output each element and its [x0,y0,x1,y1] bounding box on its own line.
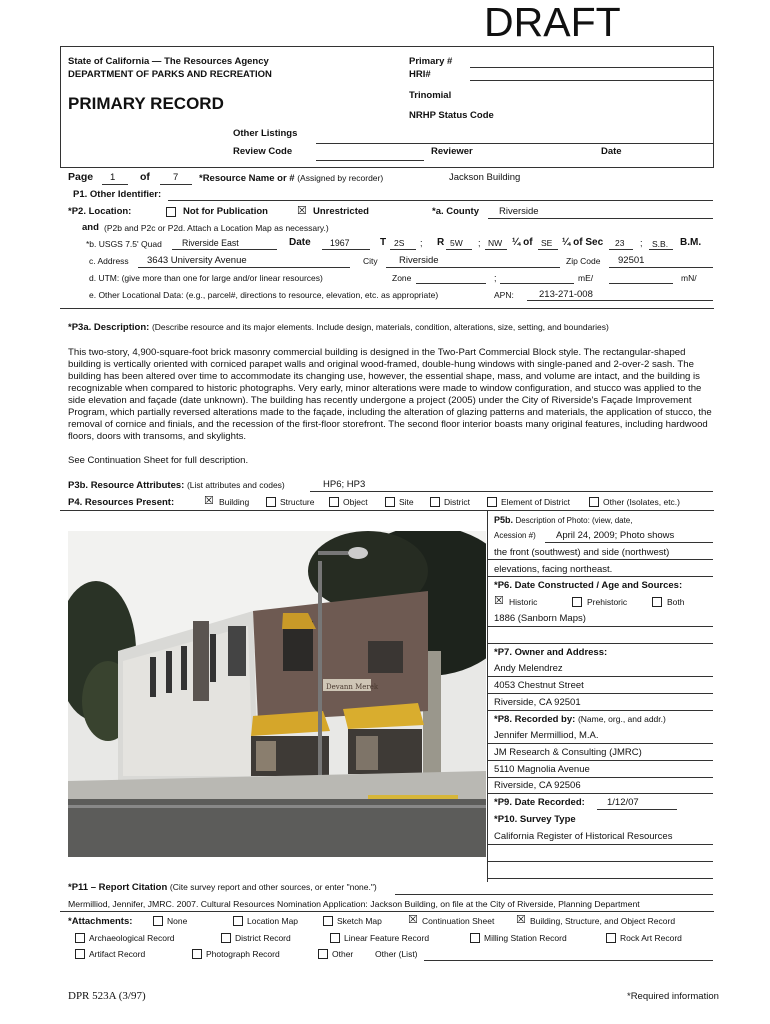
milling-station-label: Milling Station Record [484,933,567,943]
quarter-quarter-line [485,249,507,250]
quad-date-value: 1967 [330,238,350,248]
quad-line [172,249,277,250]
p3b-label [68,480,285,491]
p10-rule-3 [487,878,713,879]
section-value: 23 [615,238,625,248]
not-for-publication-checkbox[interactable] [166,207,176,217]
recorder-name: Jennifer Mermilliod, M.A. [494,730,599,741]
sb-line [649,249,673,250]
other-attachment-checkbox[interactable] [318,949,328,959]
apn-label: APN: [494,290,514,300]
p3a-label-text: *P3a. Description: [68,322,150,333]
page-number-line [102,184,128,185]
p6-value: 1886 (Sanborn Maps) [494,613,586,624]
apn-value: 213-271-008 [539,289,593,300]
store-sign: Devann Merek [326,683,379,691]
object-checkbox[interactable] [329,497,339,507]
and-label: and [82,222,99,233]
recorder-rule-4 [487,793,713,794]
quarter-quarter-value: NW [488,238,503,248]
location-map-checkbox[interactable] [233,916,243,926]
p5b-rule-2 [487,559,713,560]
trinomial-label: Trinomial [409,90,452,101]
owner-city: Riverside, CA 92501 [494,697,581,708]
range-value: 5W [450,238,463,248]
city-label: City [363,256,378,266]
p3a-note: (Describe resource and its major elements. Include design, materials, condition, alterations, size, setting, and boundaries) [151,322,609,332]
historic-checkbox[interactable]: ☒ [494,595,504,607]
building-label: Building [219,497,250,507]
building-photo [68,531,486,857]
p11-rule-2 [60,911,714,912]
sep-2: ; [478,238,481,248]
other-resource-checkbox[interactable] [589,497,599,507]
both-checkbox[interactable] [652,597,662,607]
draft-watermark: DRAFT [484,0,621,45]
city-value: Riverside [399,255,439,266]
p3b-value: HP6; HP3 [323,479,366,490]
right-column-border [487,510,488,882]
p3b-line [310,491,713,492]
p8-label-text: *P8. Recorded by: [494,714,576,725]
nrhp-label: NRHP Status Code [409,110,494,121]
p5b-note-1: Description of Photo: (view, date, [515,516,633,525]
required-info: *Required information [627,991,719,1002]
section-line [609,249,633,250]
p10-value: California Register of Historical Resources [494,831,673,842]
archaeological-checkbox[interactable] [75,933,85,943]
zip-value: 92501 [618,255,645,266]
p5b-line-3: elevations, facing northeast. [494,564,613,575]
prehistoric-label: Prehistoric [587,597,628,607]
p1-line[interactable] [168,200,713,201]
page-total: 7 [173,172,179,183]
apn-line [527,300,713,301]
quad-date-line [322,249,370,250]
p11-label-text: *P11 – Report Citation [68,882,168,893]
not-for-publication-label: Not for Publication [183,206,268,217]
p8-note: (Name, org., and addr.) [577,714,666,724]
p6-label: *P6. Date Constructed / Age and Sources: [494,580,683,591]
p5b-rule-3 [487,576,713,577]
county-line [488,218,713,219]
zone-label: Zone [392,273,412,283]
header-right-border [713,46,714,167]
address-value: 3643 University Avenue [147,255,247,266]
p10-label: *P10. Survey Type [494,814,576,825]
archaeological-label: Archaeological Record [89,933,175,943]
linear-feature-checkbox[interactable] [330,933,340,943]
department-name: DEPARTMENT OF PARKS AND RECREATION [68,69,272,80]
utm-easting-line[interactable] [500,283,574,284]
p9-value: 1/12/07 [607,797,639,808]
other-listings-label: Other Listings [233,128,298,139]
other-locational-label: e. Other Locational Data: (e.g., parcel#, directions to resource, elevation, etc. as appropriate) [89,290,439,300]
p2-label: *P2. Location: [68,206,132,217]
bm-label: B.M. [680,237,702,248]
p11-value: Mermilliod, Jennifer, JMRC. 2007. Cultural Resources Nomination Application: Jackson Building, on file at the City of Riverside, Planning Department [68,899,640,909]
recorder-rule-1 [487,743,713,744]
district-checkbox[interactable] [430,497,440,507]
p8-label [494,714,666,725]
resource-name-value: Jackson Building [449,172,521,183]
hri-label: HRI# [409,69,431,80]
description-text: This two-story, 4,900-square-foot brick masonry commercial building is designed in the Two-Part Commercial Block style. The rectangular-shaped building is vertically oriented with corniced parapet walls and original wood-framed, double-hung windows with single-paned and 2-over-2 sash. The building has been altered over time to accommodate its changing use, however, the essential shape, mass, and volume are intact, and the building is recognizable when compared to historic photographs. Very early, minor alterations were made to window configuration, and stucco was applied to the side elevation and façade (date unknown). The building has recently undergone a project (2005) under the City of Riverside's Façade Improvement Program, which partially reversed alterations made to the façade, including the alteration of glazing patterns and materials, the application of stucco, the removal of cornice and finials, and the recession of the first-floor storefront. The second floor interior boasts many original features, including hardwood floors, doors with transoms, and skylights. [68,347,712,442]
owner-name: Andy Melendrez [494,663,563,674]
review-code-line[interactable] [316,160,424,161]
historic-label: Historic [509,597,538,607]
p6-rule-2 [487,643,713,644]
linear-feature-label: Linear Feature Record [344,933,430,943]
resource-name-note: (Assigned by recorder) [297,173,384,183]
quad-label: *b. USGS 7.5' Quad [86,239,162,249]
location-divider [60,308,714,309]
p10-rule-2 [487,861,713,862]
p5b-rule-1 [545,542,713,543]
p1-label: P1. Other Identifier: [73,189,162,200]
other-list-label: Other (List) [375,949,418,959]
prehistoric-checkbox[interactable] [572,597,582,607]
quarter-line [538,249,558,250]
recorder-org: JM Research & Consulting (JMRC) [494,747,642,758]
p4-divider [60,510,714,511]
owner-rule-2 [487,693,713,694]
artifact-label: Artifact Record [89,949,146,959]
zip-label: Zip Code [566,256,601,266]
see-continuation: See Continuation Sheet for full description. [68,455,249,466]
county-value: Riverside [499,206,539,217]
primary-label: Primary # [409,56,453,67]
township-label: T [380,237,387,248]
quad-value: Riverside East [182,238,239,248]
p5b-note-2: Acession #) [494,531,536,540]
attachments-label: *Attachments: [68,916,133,927]
p5b-line-1: April 24, 2009; Photo shows [556,530,675,541]
form-title: PRIMARY RECORD [68,94,224,113]
hri-line[interactable] [470,80,713,81]
sep-1: ; [420,238,423,248]
location-map-label: Location Map [247,916,299,926]
structure-label: Structure [280,497,315,507]
unrestricted-checkbox[interactable]: ☒ [297,205,307,217]
p11-label [68,882,377,893]
of-label: of [140,171,150,183]
address-label: c. Address [89,256,129,266]
photograph-record-label: Photograph Record [206,949,280,959]
artifact-checkbox[interactable] [75,949,85,959]
township-line [390,249,416,250]
utm-label: d. UTM: (give more than one for large and/or linear resources) [89,273,323,283]
mn-label: mN/ [681,273,697,283]
p7-label: *P7. Owner and Address: [494,647,608,658]
me-label: mE/ [578,273,594,283]
p10-rule-1 [487,844,713,845]
rock-art-checkbox[interactable] [606,933,616,943]
photograph-record-checkbox[interactable] [192,949,202,959]
sketch-map-label: Sketch Map [337,916,382,926]
site-label: Site [399,497,414,507]
bso-checkbox[interactable]: ☒ [516,914,526,926]
reviewer-label: Reviewer [431,146,473,157]
continuation-label: Continuation Sheet [422,916,495,926]
recorder-city: Riverside, CA 92506 [494,780,581,791]
owner-rule-3 [487,710,713,711]
p4-label: P4. Resources Present: [68,497,175,508]
p6-rule-1 [487,626,713,627]
quad-date-label: Date [289,237,311,248]
range-line [446,249,472,250]
form-id: DPR 523A (3/97) [68,990,146,1002]
p9-line [597,809,677,810]
utm-northing-line[interactable] [609,283,673,284]
object-label: Object [343,497,368,507]
none-label: None [167,916,188,926]
district-label: District [444,497,470,507]
and-note: (P2b and P2c or P2d. Attach a Location Map as necessary.) [104,223,329,233]
sketch-map-checkbox[interactable] [323,916,333,926]
milling-station-checkbox[interactable] [470,933,480,943]
none-checkbox[interactable] [153,916,163,926]
structure-checkbox[interactable] [266,497,276,507]
utm-separator: ; [494,273,497,283]
recorder-rule-3 [487,777,713,778]
header-top-border [60,46,714,47]
county-label: *a. County [432,206,479,217]
agency-name: State of California — The Resources Agency [68,56,269,67]
zone-line[interactable] [416,283,486,284]
resource-name-label-text: *Resource Name or # [199,173,295,184]
other-listings-line[interactable] [316,143,713,144]
sep-3: ; [640,238,643,248]
p5b-label [494,515,632,525]
page-number: 1 [110,172,116,183]
continuation-checkbox[interactable]: ☒ [408,914,418,926]
city-line [386,267,560,268]
resource-name-label [199,173,383,184]
page-total-line [160,184,192,185]
p3b-note: (List attributes and codes) [186,480,285,490]
primary-line[interactable] [470,67,713,68]
date-label: Date [601,146,622,157]
quarter-value: SE [541,238,553,248]
township-value: 2S [394,238,405,248]
review-code-label: Review Code [233,146,293,157]
other-resource-label: Other (Isolates, etc.) [603,497,680,507]
district-record-checkbox[interactable] [221,933,231,943]
p3b-label-text: P3b. Resource Attributes: [68,480,185,491]
quarter-quarter-label: ¼ of [512,237,533,248]
sb-label: S.B. [652,239,669,249]
unrestricted-label: Unrestricted [313,206,369,217]
section-label: ¼ of Sec [562,237,604,248]
both-label: Both [667,597,685,607]
page-label: Page [68,171,94,183]
range-label: R [437,237,445,248]
p11-note: (Cite survey report and other sources, or enter "none.") [169,882,377,892]
recorder-street: 5110 Magnolia Avenue [494,764,590,775]
other-attachment-label: Other [332,949,354,959]
rock-art-label: Rock Art Record [620,933,682,943]
bso-label: Building, Structure, and Object Record [530,916,676,926]
site-checkbox[interactable] [385,497,395,507]
owner-rule-1 [487,676,713,677]
element-label: Element of District [501,497,570,507]
p5b-line-2: the front (southwest) and side (northwest) [494,547,670,558]
header-bottom-border [60,167,714,168]
p9-label: *P9. Date Recorded: [494,797,585,808]
recorder-rule-2 [487,760,713,761]
building-checkbox[interactable]: ☒ [204,495,214,507]
address-line [138,267,350,268]
p3a-label [68,322,609,333]
header-left-border [60,46,61,167]
p11-rule-1 [395,894,713,895]
owner-street: 4053 Chestnut Street [494,680,584,691]
element-checkbox[interactable] [487,497,497,507]
p5b-label-text: P5b. [494,515,514,525]
district-record-label: District Record [235,933,291,943]
other-list-line[interactable] [424,960,713,961]
zip-line [609,267,713,268]
